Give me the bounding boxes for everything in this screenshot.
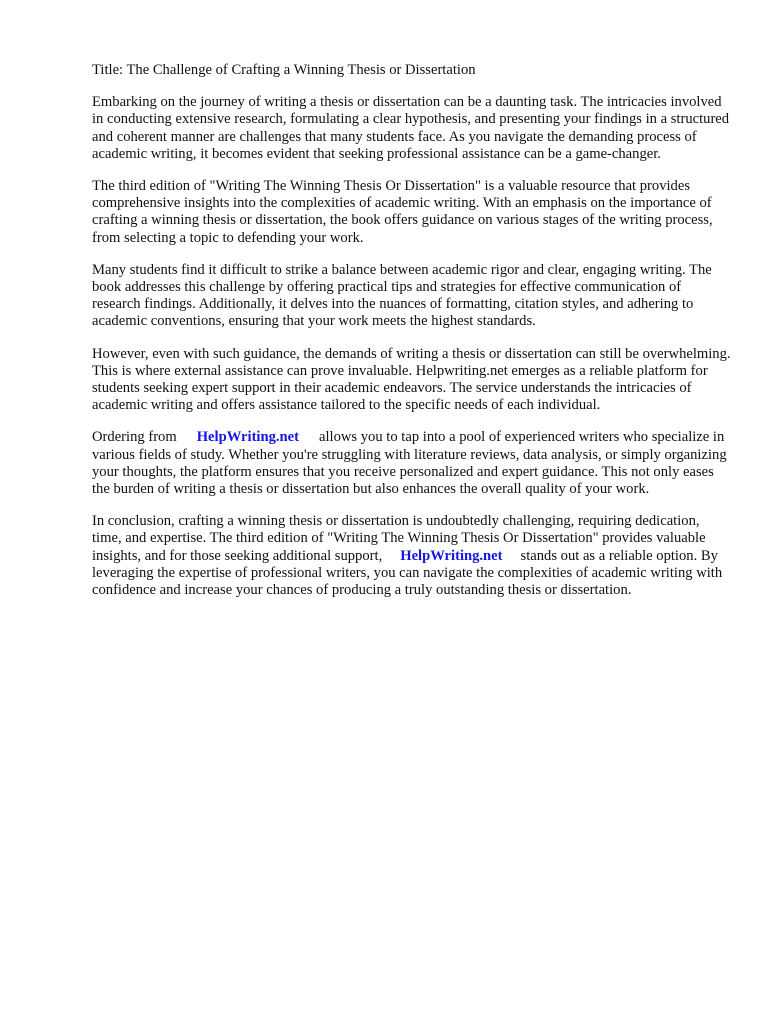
- conclusion-text-before: In conclusion, crafting a winning thesis or dissertation is undoubtedly challenging, requiring dedication, time, and expertise. The third edition of "Writing The Winning Thesis Or Dissertation" provides valuable insights, and for those seeking additional support,: [92, 513, 706, 564]
- document-page: [92, 62, 732, 614]
- helpwriting-link-conclusion[interactable]: HelpWriting.net: [400, 547, 503, 564]
- ordering-text-before: Ordering from: [92, 429, 177, 446]
- paragraph-book-overview: The third edition of "Writing The Winning Thesis Or Dissertation" is a valuable resource that provides comprehensive insights into the complexities of academic writing. With an emphasis on the importance of crafting a winning thesis or dissertation, the book offers guidance on various stages of the writing process, from selecting a topic to defending your work.: [92, 178, 713, 246]
- paragraph-external-help: However, even with such guidance, the demands of writing a thesis or dissertation can still be overwhelming. This is where external assistance can prove invaluable. Helpwriting.net emerges as a reliable platform for students seeking expert support in their academic endeavors. The service understands the intricacies of academic writing and offers assistance tailored to the specific needs of each individual.: [92, 345, 731, 414]
- paragraph-ordering: [92, 429, 732, 498]
- conclusion-text-after: stands out as a reliable option. By leveraging the expertise of professional writers, you can navigate the complexities of academic writing with confidence and increase your chances of producing a truly outstanding thesis or dissertation.: [92, 547, 723, 599]
- paragraph-intro: Embarking on the journey of writing a thesis or dissertation can be a daunting task. The intricacies involved in conducting extensive research, formulating a clear hypothesis, and presenting your findings in a structured and coherent manner are challenges that many students face. As you navigate the demanding process of academic writing, it becomes evident that seeking professional assistance can be a game-changer.: [92, 94, 730, 162]
- paragraph-conclusion: [92, 513, 732, 599]
- ordering-text-after: allows you to tap into a pool of experienced writers who specialize in various fields of study. Whether you're struggling with literature reviews, data analysis, or simply organizing your thoughts, the platform ensures that you receive personalized and expert guidance. This not only eases the burden of writing a thesis or dissertation but also enhances the overall quality of your work.: [92, 429, 727, 498]
- paragraph-book-tips: Many students find it difficult to strike a balance between academic rigor and clear, engaging writing. The book addresses this challenge by offering practical tips and strategies for effective communication of research findings. Additionally, it delves into the nuances of formatting, citation styles, and adhering to academic conventions, ensuring that your work meets the highest standards.: [92, 261, 712, 330]
- document-title: Title: The Challenge of Crafting a Winning Thesis or Dissertation: [92, 62, 476, 78]
- helpwriting-link[interactable]: HelpWriting.net: [196, 429, 299, 446]
